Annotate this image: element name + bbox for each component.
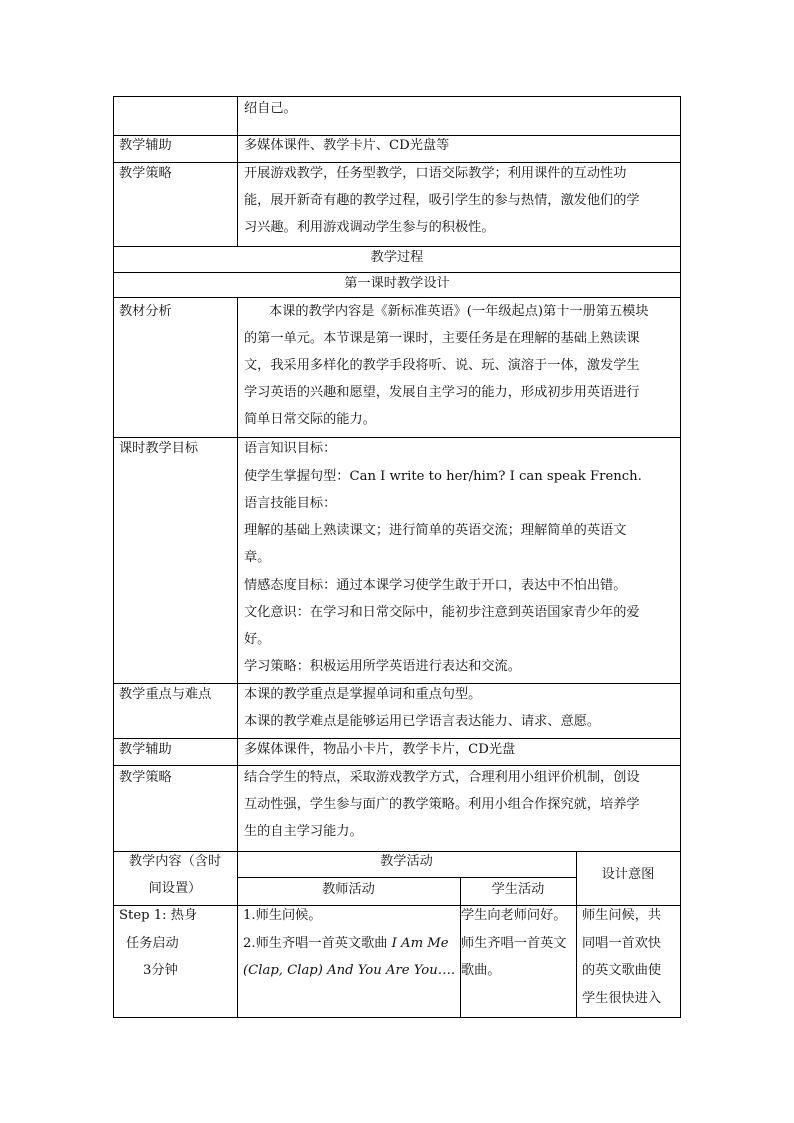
design-intent-header: 设计意图 [601, 867, 655, 882]
strategy-label: 教学策略 [119, 770, 172, 785]
aids-label: 教学辅助 [119, 138, 172, 153]
row-border [113, 96, 681, 97]
process-header: 教学过程 [370, 250, 424, 265]
lesson-goals-label: 课时教学目标 [119, 441, 199, 456]
material-analysis-line: 文，我采用多样化的教学手段将听、说、玩、演溶于一体，激发学生 [244, 358, 640, 373]
strategy-line: 能，展开新奇有趣的教学过程，吸引学生的参与热情，激发他们的学 [244, 193, 640, 208]
lesson-goal-line: 语言知识目标： [244, 441, 337, 456]
aids-content: 多媒体课件、教学卡片、CD光盘等 [244, 138, 450, 153]
lesson-goal-line: 好。 [244, 632, 271, 647]
keypoints-line: 本课的教学难点是能够运用已学语言表达能力、请求、意愿。 [244, 714, 601, 729]
material-analysis-line: 的第一单元。本节课是第一课时，主要任务是在理解的基础上熟读课 [244, 331, 640, 346]
student-activity-line: 歌曲。 [461, 963, 501, 978]
strategy-line: 生的自主学习能力。 [244, 824, 363, 839]
keypoints-line: 本课的教学重点是掌握单词和重点句型。 [244, 687, 482, 702]
aids-label: 教学辅助 [119, 742, 172, 757]
content-column-header: 间设置） [148, 881, 202, 896]
design-intent-line: 师生问候，共 [582, 908, 662, 923]
row-border [113, 1017, 681, 1018]
material-analysis-line: 本课的教学内容是《新标准英语》(一年级起点)第十一册第五模块 [269, 304, 649, 319]
material-analysis-label: 教材分析 [119, 304, 172, 319]
student-activity-header: 学生活动 [491, 882, 545, 897]
row-border [113, 437, 681, 438]
design-intent-line: 同唱一首欢快 [582, 936, 662, 951]
teacher-activity-header: 教师活动 [322, 882, 375, 897]
step-content-line: Step 1: 热身 [119, 908, 198, 923]
student-activity-line: 学生向老师问好。 [461, 908, 567, 923]
lesson-goal-line: 文化意识：在学习和日常交际中，能初步注意到英语国家青少年的爱 [244, 605, 640, 620]
design-intent-line: 学生很快进入 [582, 991, 662, 1006]
strategy-line: 开展游戏教学，任务型教学，口语交际教学；利用课件的互动性功 [244, 166, 627, 181]
lesson-goal-line: 理解的基础上熟读课文；进行简单的英语交流；理解简单的英语文 [244, 523, 627, 538]
aids-content: 多媒体课件，物品小卡片，教学卡片，CD光盘 [244, 742, 516, 757]
column-border [237, 96, 238, 246]
lesson-goal-line: 情感态度目标：通过本课学习使学生敢于开口，表达中不怕出错。 [244, 578, 627, 593]
teacher-activity-line [243, 930, 449, 957]
strategy-line: 互动性强，学生参与面广的教学策略。利用小组合作探究就，培养学 [244, 797, 640, 812]
keypoints-label: 教学重点与难点 [119, 687, 212, 702]
column-border [680, 96, 681, 1018]
intro-continuation-text: 绍自己。 [244, 101, 297, 116]
lesson-goal-line: 章。 [244, 550, 271, 565]
lesson-design-header: 第一课时教学设计 [344, 276, 450, 291]
lesson-goal-line: 学习策略：积极运用所学英语进行表达和交流。 [244, 659, 521, 674]
strategy-line: 结合学生的特点，采取游戏教学方式，合理利用小组评价机制，创设 [244, 770, 640, 785]
lesson-plan-table [113, 96, 681, 1018]
material-analysis-line: 简单日常交际的能力。 [244, 412, 376, 427]
step-content-line: 任务启动 [126, 936, 179, 951]
teacher-activity-line: 1.师生问候。 [243, 908, 322, 923]
student-activity-line: 师生齐唱一首英文 [461, 936, 567, 951]
activity-column-header: 教学活动 [380, 854, 433, 869]
design-intent-line: 的英文歌曲使 [582, 963, 662, 978]
lesson-goal-line: 语言技能目标： [244, 496, 337, 511]
step-content-line: 3分钟 [143, 963, 178, 978]
song-title-text: (Clap, Clap) And You Are You…. [243, 963, 456, 978]
content-column-header: 教学内容（含时 [128, 854, 222, 869]
material-analysis-line: 学习英语的兴趣和愿望，发展自主学习的能力，形成初步用英语进行 [244, 385, 640, 400]
strategy-line: 习兴趣。利用游戏调动学生参与的积极性。 [244, 220, 495, 235]
lesson-goal-line: 使学生掌握句型：Can I write to her/him? I can speak French. [244, 469, 642, 484]
song-title-text: I Am Me [391, 936, 449, 951]
strategy-label: 教学策略 [119, 166, 172, 181]
column-border [237, 297, 238, 1018]
teacher-activity-text: 2.师生齐唱一首英文歌曲 [243, 936, 392, 951]
